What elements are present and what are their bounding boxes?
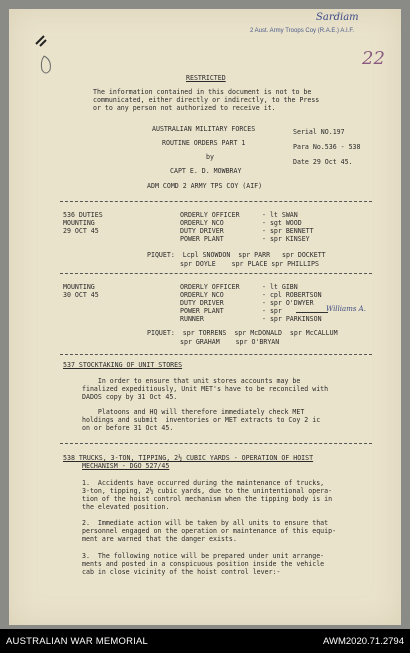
duty-name: - spr KINSEY	[262, 235, 310, 243]
picquet-line: PIQUET: Lcpl SNOWDON spr PARR spr DOCKETT	[147, 251, 326, 259]
duty-role: ORDERLY NCO	[180, 219, 224, 227]
signature: Sardiam	[316, 12, 359, 23]
unit-stamp: 2 Aust. Army Troops Coy (R.A.E.) A.I.F.	[250, 28, 355, 34]
duty-name: - spr	[262, 307, 282, 315]
section-538-heading: 538 TRUCKS, 3-TON, TIPPING, 2½ CUBIC YARDS - OPERATION OF HOIST	[63, 454, 314, 462]
duty-name: - sgt WOOD	[262, 219, 302, 227]
section-537-heading: 537 STOCKTAKING OF UNIT STORES	[63, 361, 183, 369]
section-538-text: cab in close vicinity of the hoist control lever:-	[82, 568, 281, 576]
divider	[60, 273, 372, 274]
section-538-text: 3. The following notice will be prepared under unit arrange-	[82, 552, 325, 560]
duty-name: - cpl ROBERTSON	[262, 291, 322, 299]
duty-role: RUNNER	[180, 315, 204, 323]
org-heading: AUSTRALIAN MILITARY FORCES	[152, 125, 256, 133]
order-date: Date 29 Oct 45.	[293, 158, 353, 166]
page-number: 22	[362, 48, 385, 69]
orders-title: ROUTINE ORDERS PART 1	[162, 139, 246, 147]
strikethrough	[296, 312, 328, 313]
section-537-text: finalized expeditiously, Unit MET's have to be reconciled with	[82, 385, 329, 393]
restricted-heading: RESTRICTED	[186, 74, 226, 82]
footer-id: AWM2020.71.2794	[323, 636, 404, 647]
duties-label: 536 DUTIES	[63, 211, 103, 219]
pin-mark-icon	[30, 30, 70, 80]
divider	[60, 354, 372, 355]
handwritten-name: Williams A.	[326, 305, 366, 313]
duty-role: POWER PLANT	[180, 235, 224, 243]
section-538-heading: MECHANISM - DGO 527/45	[82, 462, 170, 470]
footer-source: AUSTRALIAN WAR MEMORIAL	[6, 636, 149, 647]
duty-name: - lt GIBN	[262, 283, 298, 291]
picquet-line: PIQUET: spr TORRENS spr McDONALD spr McCALLUM	[147, 329, 338, 337]
duty-name: - spr O'DWYER	[262, 299, 314, 307]
duty-role: DUTY DRIVER	[180, 299, 224, 307]
section-538-text: 3-ton, tipping, 2½ cubic yards, due to the unintentional opera-	[82, 487, 333, 495]
section-538-text: tion of the hoist control mechanism when the tipping body is in	[82, 495, 333, 503]
footer-bar	[0, 629, 410, 653]
duty-role: ORDERLY OFFICER	[180, 283, 240, 291]
divider	[60, 201, 372, 202]
section-538-text: ments and posted in a conspicuous position inside the vehicle	[82, 560, 325, 568]
picquet-line: spr GRAHAM spr O'BRYAN	[180, 338, 280, 346]
unit-name: ADM COMD 2 ARMY TPS COY (AIF)	[147, 182, 263, 190]
duty-role: ORDERLY OFFICER	[180, 211, 240, 219]
notice-line-2: communicated, either directly or indirectly, to the Press	[93, 96, 320, 104]
divider	[60, 443, 372, 444]
section-537-text: Platoons and HQ will therefore immediately check MET	[82, 408, 305, 416]
duty-name: - spr BENNETT	[262, 227, 314, 235]
section-537-text: DADOS copy by 31 Oct 45.	[82, 393, 178, 401]
section-538-text: personnel engaged on the operation or maintenance of this equip-	[82, 527, 337, 535]
section-538-text: ment are warned that the danger exists.	[82, 535, 237, 543]
section-537-text: on or before 31 Oct 45.	[82, 424, 174, 432]
duty-role: DUTY DRIVER	[180, 227, 224, 235]
by-label: by	[206, 153, 214, 161]
mounting-label: MOUNTING	[63, 219, 95, 227]
mounting-label: MOUNTING	[63, 283, 95, 291]
mounting-date: 29 OCT 45	[63, 227, 99, 235]
serial-number: Serial NO.197	[293, 128, 345, 136]
duty-role: POWER PLANT	[180, 307, 224, 315]
para-number: Para No.536 - 538	[293, 143, 361, 151]
picquet-line: spr DOYLE spr PLACE spr PHILLIPS	[180, 260, 319, 268]
duty-name: - spr PARKINSON	[262, 315, 322, 323]
duty-name: - lt SWAN	[262, 211, 298, 219]
section-537-text: In order to ensure that unit stores accounts may be	[82, 377, 301, 385]
duty-role: ORDERLY NCO	[180, 291, 224, 299]
section-538-text: 2. Immediate action will be taken by all units to ensure that	[82, 519, 329, 527]
mounting-date: 30 OCT 45	[63, 291, 99, 299]
notice-line-3: or to any person not authorized to receive it.	[93, 104, 276, 112]
notice-line-1: The information contained in this document is not to be	[93, 88, 312, 96]
section-537-text: holdings and submit inventories or MET extracts to Coy 2 ic	[82, 416, 321, 424]
section-538-text: 1. Accidents have occurred during the maintenance of trucks,	[82, 479, 325, 487]
officer-name: CAPT E. D. MOWBRAY	[170, 167, 242, 175]
section-538-text: the elevated position.	[82, 503, 170, 511]
